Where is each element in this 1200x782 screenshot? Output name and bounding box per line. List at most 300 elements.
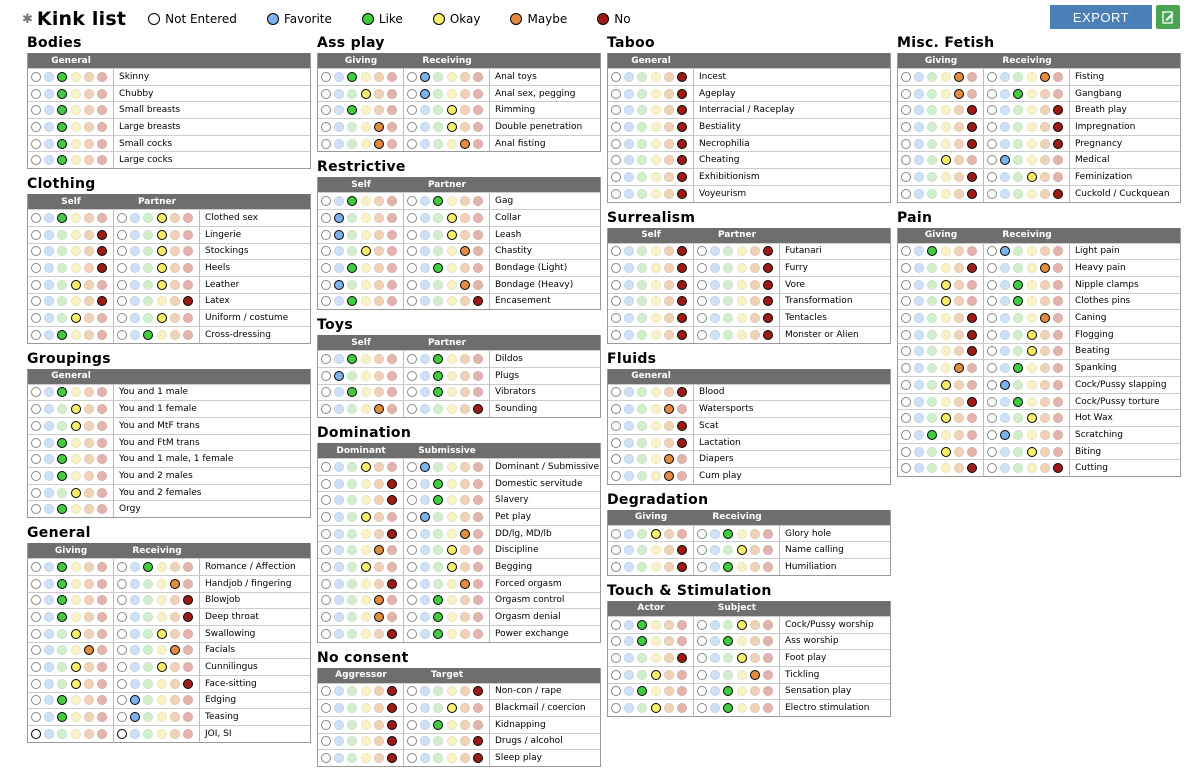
choice-circle[interactable] xyxy=(987,447,997,457)
choice-circle[interactable] xyxy=(347,512,357,522)
choice-circle[interactable] xyxy=(1027,346,1037,356)
choice-circle[interactable] xyxy=(664,545,674,555)
choice-circle[interactable] xyxy=(651,670,661,680)
choice-circle[interactable] xyxy=(473,296,483,306)
choice-circle[interactable] xyxy=(941,155,951,165)
choice-circle[interactable] xyxy=(157,230,167,240)
choice-circle[interactable] xyxy=(637,545,647,555)
choice-circle[interactable] xyxy=(387,105,397,115)
choice-circle[interactable] xyxy=(1000,346,1010,356)
choice-circle[interactable] xyxy=(347,703,357,713)
choice-circle[interactable] xyxy=(170,729,180,739)
choice-circle[interactable] xyxy=(954,430,964,440)
choice-circle[interactable] xyxy=(460,139,470,149)
choice-circle[interactable] xyxy=(1040,413,1050,423)
choice-circle[interactable] xyxy=(130,296,140,306)
choice-circle[interactable] xyxy=(637,280,647,290)
choice-circle[interactable] xyxy=(117,645,127,655)
choice-circle[interactable] xyxy=(941,463,951,473)
choice-circle[interactable] xyxy=(433,495,443,505)
choice-circle[interactable] xyxy=(407,512,417,522)
choice-circle[interactable] xyxy=(183,280,193,290)
choice-circle[interactable] xyxy=(347,354,357,364)
choice-circle[interactable] xyxy=(170,695,180,705)
choice-circle[interactable] xyxy=(1000,313,1010,323)
choice-circle[interactable] xyxy=(1053,172,1063,182)
choice-circle[interactable] xyxy=(723,686,733,696)
choice-circle[interactable] xyxy=(637,454,647,464)
choice-circle[interactable] xyxy=(97,488,107,498)
choice-circle[interactable] xyxy=(624,330,634,340)
choice-circle[interactable] xyxy=(44,438,54,448)
choice-circle[interactable] xyxy=(31,330,41,340)
choice-circle[interactable] xyxy=(387,122,397,132)
choice-circle[interactable] xyxy=(321,89,331,99)
choice-circle[interactable] xyxy=(44,662,54,672)
choice-circle[interactable] xyxy=(473,263,483,273)
choice-circle[interactable] xyxy=(710,686,720,696)
choice-circle[interactable] xyxy=(334,736,344,746)
choice-circle[interactable] xyxy=(1027,246,1037,256)
choice-circle[interactable] xyxy=(624,296,634,306)
choice-circle[interactable] xyxy=(374,354,384,364)
choice-circle[interactable] xyxy=(941,380,951,390)
choice-circle[interactable] xyxy=(374,139,384,149)
choice-circle[interactable] xyxy=(987,430,997,440)
choice-circle[interactable] xyxy=(334,529,344,539)
choice-circle[interactable] xyxy=(624,280,634,290)
choice-circle[interactable] xyxy=(737,670,747,680)
choice-circle[interactable] xyxy=(334,213,344,223)
choice-circle[interactable] xyxy=(143,246,153,256)
choice-circle[interactable] xyxy=(57,562,67,572)
choice-circle[interactable] xyxy=(407,246,417,256)
choice-circle[interactable] xyxy=(710,313,720,323)
choice-circle[interactable] xyxy=(651,105,661,115)
choice-circle[interactable] xyxy=(1000,89,1010,99)
choice-circle[interactable] xyxy=(624,562,634,572)
choice-circle[interactable] xyxy=(387,371,397,381)
choice-circle[interactable] xyxy=(1027,139,1037,149)
choice-circle[interactable] xyxy=(664,686,674,696)
choice-circle[interactable] xyxy=(1013,280,1023,290)
choice-circle[interactable] xyxy=(954,122,964,132)
choice-circle[interactable] xyxy=(954,380,964,390)
choice-circle[interactable] xyxy=(460,122,470,132)
choice-circle[interactable] xyxy=(967,380,977,390)
choice-circle[interactable] xyxy=(967,463,977,473)
choice-circle[interactable] xyxy=(31,712,41,722)
choice-circle[interactable] xyxy=(723,296,733,306)
choice-circle[interactable] xyxy=(664,636,674,646)
choice-circle[interactable] xyxy=(71,421,81,431)
choice-circle[interactable] xyxy=(901,280,911,290)
choice-circle[interactable] xyxy=(750,670,760,680)
choice-circle[interactable] xyxy=(1000,246,1010,256)
choice-circle[interactable] xyxy=(97,629,107,639)
choice-circle[interactable] xyxy=(637,105,647,115)
choice-circle[interactable] xyxy=(447,263,457,273)
choice-circle[interactable] xyxy=(987,172,997,182)
choice-circle[interactable] xyxy=(44,72,54,82)
choice-circle[interactable] xyxy=(407,122,417,132)
choice-circle[interactable] xyxy=(433,280,443,290)
choice-circle[interactable] xyxy=(84,421,94,431)
choice-circle[interactable] xyxy=(420,371,430,381)
choice-circle[interactable] xyxy=(31,246,41,256)
choice-circle[interactable] xyxy=(71,454,81,464)
choice-circle[interactable] xyxy=(117,712,127,722)
choice-circle[interactable] xyxy=(624,263,634,273)
choice-circle[interactable] xyxy=(374,371,384,381)
choice-circle[interactable] xyxy=(84,454,94,464)
choice-circle[interactable] xyxy=(347,387,357,397)
choice-circle[interactable] xyxy=(987,397,997,407)
choice-circle[interactable] xyxy=(334,246,344,256)
choice-circle[interactable] xyxy=(1027,105,1037,115)
choice-circle[interactable] xyxy=(987,413,997,423)
choice-circle[interactable] xyxy=(321,612,331,622)
choice-circle[interactable] xyxy=(321,479,331,489)
choice-circle[interactable] xyxy=(473,562,483,572)
choice-circle[interactable] xyxy=(914,430,924,440)
choice-circle[interactable] xyxy=(117,263,127,273)
choice-circle[interactable] xyxy=(57,122,67,132)
choice-circle[interactable] xyxy=(97,662,107,672)
choice-circle[interactable] xyxy=(433,462,443,472)
choice-circle[interactable] xyxy=(987,89,997,99)
choice-circle[interactable] xyxy=(927,413,937,423)
choice-circle[interactable] xyxy=(334,89,344,99)
choice-circle[interactable] xyxy=(941,89,951,99)
choice-circle[interactable] xyxy=(361,213,371,223)
choice-circle[interactable] xyxy=(374,629,384,639)
choice-circle[interactable] xyxy=(97,280,107,290)
choice-circle[interactable] xyxy=(347,545,357,555)
choice-circle[interactable] xyxy=(347,280,357,290)
choice-circle[interactable] xyxy=(651,246,661,256)
choice-circle[interactable] xyxy=(460,479,470,489)
choice-circle[interactable] xyxy=(941,246,951,256)
choice-circle[interactable] xyxy=(97,454,107,464)
choice-circle[interactable] xyxy=(460,495,470,505)
choice-circle[interactable] xyxy=(31,645,41,655)
choice-circle[interactable] xyxy=(183,263,193,273)
choice-circle[interactable] xyxy=(460,230,470,240)
choice-circle[interactable] xyxy=(157,213,167,223)
choice-circle[interactable] xyxy=(967,72,977,82)
choice-circle[interactable] xyxy=(57,280,67,290)
choice-circle[interactable] xyxy=(361,280,371,290)
choice-circle[interactable] xyxy=(31,612,41,622)
choice-circle[interactable] xyxy=(750,636,760,646)
choice-circle[interactable] xyxy=(611,670,621,680)
choice-circle[interactable] xyxy=(361,736,371,746)
choice-circle[interactable] xyxy=(763,313,773,323)
choice-circle[interactable] xyxy=(374,296,384,306)
choice-circle[interactable] xyxy=(157,695,167,705)
choice-circle[interactable] xyxy=(723,263,733,273)
choice-circle[interactable] xyxy=(1027,397,1037,407)
choice-circle[interactable] xyxy=(347,753,357,763)
choice-circle[interactable] xyxy=(130,729,140,739)
choice-circle[interactable] xyxy=(611,89,621,99)
choice-circle[interactable] xyxy=(697,263,707,273)
choice-circle[interactable] xyxy=(664,670,674,680)
choice-circle[interactable] xyxy=(611,155,621,165)
choice-circle[interactable] xyxy=(143,313,153,323)
choice-circle[interactable] xyxy=(1013,263,1023,273)
choice-circle[interactable] xyxy=(737,653,747,663)
choice-circle[interactable] xyxy=(914,296,924,306)
choice-circle[interactable] xyxy=(374,196,384,206)
choice-circle[interactable] xyxy=(183,595,193,605)
choice-circle[interactable] xyxy=(84,729,94,739)
choice-circle[interactable] xyxy=(1000,280,1010,290)
choice-circle[interactable] xyxy=(44,488,54,498)
choice-circle[interactable] xyxy=(664,172,674,182)
choice-circle[interactable] xyxy=(44,595,54,605)
choice-circle[interactable] xyxy=(143,330,153,340)
choice-circle[interactable] xyxy=(143,645,153,655)
choice-circle[interactable] xyxy=(1013,447,1023,457)
choice-circle[interactable] xyxy=(954,330,964,340)
choice-circle[interactable] xyxy=(763,529,773,539)
choice-circle[interactable] xyxy=(84,695,94,705)
choice-circle[interactable] xyxy=(914,313,924,323)
choice-circle[interactable] xyxy=(954,263,964,273)
choice-circle[interactable] xyxy=(697,670,707,680)
choice-circle[interactable] xyxy=(117,246,127,256)
choice-circle[interactable] xyxy=(334,720,344,730)
choice-circle[interactable] xyxy=(407,105,417,115)
choice-circle[interactable] xyxy=(460,753,470,763)
choice-circle[interactable] xyxy=(750,562,760,572)
choice-circle[interactable] xyxy=(901,139,911,149)
choice-circle[interactable] xyxy=(737,686,747,696)
choice-circle[interactable] xyxy=(117,330,127,340)
choice-circle[interactable] xyxy=(987,280,997,290)
choice-circle[interactable] xyxy=(97,387,107,397)
choice-circle[interactable] xyxy=(473,703,483,713)
choice-circle[interactable] xyxy=(460,72,470,82)
choice-circle[interactable] xyxy=(1027,263,1037,273)
choice-circle[interactable] xyxy=(321,462,331,472)
choice-circle[interactable] xyxy=(97,438,107,448)
choice-circle[interactable] xyxy=(901,463,911,473)
choice-circle[interactable] xyxy=(420,545,430,555)
choice-circle[interactable] xyxy=(1013,172,1023,182)
choice-circle[interactable] xyxy=(420,246,430,256)
choice-circle[interactable] xyxy=(170,230,180,240)
choice-circle[interactable] xyxy=(697,686,707,696)
choice-circle[interactable] xyxy=(170,330,180,340)
choice-circle[interactable] xyxy=(347,263,357,273)
choice-circle[interactable] xyxy=(750,529,760,539)
choice-circle[interactable] xyxy=(460,213,470,223)
choice-circle[interactable] xyxy=(710,703,720,713)
choice-circle[interactable] xyxy=(473,753,483,763)
choice-circle[interactable] xyxy=(71,139,81,149)
choice-circle[interactable] xyxy=(987,72,997,82)
choice-circle[interactable] xyxy=(914,397,924,407)
choice-circle[interactable] xyxy=(637,703,647,713)
choice-circle[interactable] xyxy=(987,330,997,340)
choice-circle[interactable] xyxy=(117,662,127,672)
choice-circle[interactable] xyxy=(334,686,344,696)
choice-circle[interactable] xyxy=(361,562,371,572)
choice-circle[interactable] xyxy=(651,471,661,481)
choice-circle[interactable] xyxy=(117,579,127,589)
choice-circle[interactable] xyxy=(1013,430,1023,440)
choice-circle[interactable] xyxy=(97,595,107,605)
choice-circle[interactable] xyxy=(420,562,430,572)
choice-circle[interactable] xyxy=(407,595,417,605)
choice-circle[interactable] xyxy=(1013,463,1023,473)
choice-circle[interactable] xyxy=(447,105,457,115)
choice-circle[interactable] xyxy=(321,196,331,206)
choice-circle[interactable] xyxy=(97,471,107,481)
choice-circle[interactable] xyxy=(157,645,167,655)
choice-circle[interactable] xyxy=(57,729,67,739)
choice-circle[interactable] xyxy=(1040,463,1050,473)
choice-circle[interactable] xyxy=(611,421,621,431)
choice-circle[interactable] xyxy=(44,263,54,273)
choice-circle[interactable] xyxy=(347,479,357,489)
choice-circle[interactable] xyxy=(407,89,417,99)
choice-circle[interactable] xyxy=(954,363,964,373)
choice-circle[interactable] xyxy=(927,330,937,340)
choice-circle[interactable] xyxy=(651,122,661,132)
choice-circle[interactable] xyxy=(183,679,193,689)
choice-circle[interactable] xyxy=(71,504,81,514)
choice-circle[interactable] xyxy=(387,354,397,364)
choice-circle[interactable] xyxy=(941,172,951,182)
choice-circle[interactable] xyxy=(420,529,430,539)
choice-circle[interactable] xyxy=(473,139,483,149)
choice-circle[interactable] xyxy=(57,404,67,414)
choice-circle[interactable] xyxy=(914,172,924,182)
choice-circle[interactable] xyxy=(664,653,674,663)
choice-circle[interactable] xyxy=(433,122,443,132)
choice-circle[interactable] xyxy=(157,330,167,340)
choice-circle[interactable] xyxy=(637,636,647,646)
choice-circle[interactable] xyxy=(901,122,911,132)
choice-circle[interactable] xyxy=(1053,280,1063,290)
choice-circle[interactable] xyxy=(420,213,430,223)
choice-circle[interactable] xyxy=(473,595,483,605)
choice-circle[interactable] xyxy=(334,122,344,132)
choice-circle[interactable] xyxy=(420,404,430,414)
choice-circle[interactable] xyxy=(374,246,384,256)
choice-circle[interactable] xyxy=(460,263,470,273)
choice-circle[interactable] xyxy=(143,263,153,273)
choice-circle[interactable] xyxy=(347,122,357,132)
choice-circle[interactable] xyxy=(387,139,397,149)
choice-circle[interactable] xyxy=(374,512,384,522)
choice-circle[interactable] xyxy=(941,313,951,323)
choice-circle[interactable] xyxy=(57,595,67,605)
choice-circle[interactable] xyxy=(387,736,397,746)
choice-circle[interactable] xyxy=(901,447,911,457)
choice-circle[interactable] xyxy=(460,579,470,589)
choice-circle[interactable] xyxy=(473,545,483,555)
choice-circle[interactable] xyxy=(71,662,81,672)
choice-circle[interactable] xyxy=(624,636,634,646)
choice-circle[interactable] xyxy=(334,387,344,397)
choice-circle[interactable] xyxy=(334,404,344,414)
choice-circle[interactable] xyxy=(624,438,634,448)
choice-circle[interactable] xyxy=(170,595,180,605)
choice-circle[interactable] xyxy=(941,105,951,115)
choice-circle[interactable] xyxy=(407,213,417,223)
choice-circle[interactable] xyxy=(433,579,443,589)
choice-circle[interactable] xyxy=(677,404,687,414)
choice-circle[interactable] xyxy=(433,404,443,414)
choice-circle[interactable] xyxy=(387,686,397,696)
choice-circle[interactable] xyxy=(901,89,911,99)
choice-circle[interactable] xyxy=(460,354,470,364)
choice-circle[interactable] xyxy=(1000,363,1010,373)
choice-circle[interactable] xyxy=(1053,463,1063,473)
choice-circle[interactable] xyxy=(97,404,107,414)
choice-circle[interactable] xyxy=(710,529,720,539)
choice-circle[interactable] xyxy=(697,620,707,630)
choice-circle[interactable] xyxy=(611,72,621,82)
choice-circle[interactable] xyxy=(664,421,674,431)
choice-circle[interactable] xyxy=(1013,72,1023,82)
choice-circle[interactable] xyxy=(1053,155,1063,165)
choice-circle[interactable] xyxy=(967,280,977,290)
choice-circle[interactable] xyxy=(143,595,153,605)
choice-circle[interactable] xyxy=(447,512,457,522)
choice-circle[interactable] xyxy=(420,579,430,589)
choice-circle[interactable] xyxy=(473,230,483,240)
choice-circle[interactable] xyxy=(1027,72,1037,82)
choice-circle[interactable] xyxy=(361,545,371,555)
choice-circle[interactable] xyxy=(460,296,470,306)
choice-circle[interactable] xyxy=(1027,122,1037,132)
choice-circle[interactable] xyxy=(447,371,457,381)
choice-circle[interactable] xyxy=(987,263,997,273)
choice-circle[interactable] xyxy=(44,579,54,589)
choice-circle[interactable] xyxy=(473,529,483,539)
choice-circle[interactable] xyxy=(170,579,180,589)
choice-circle[interactable] xyxy=(420,629,430,639)
choice-circle[interactable] xyxy=(374,72,384,82)
choice-circle[interactable] xyxy=(97,263,107,273)
choice-circle[interactable] xyxy=(387,545,397,555)
choice-circle[interactable] xyxy=(157,579,167,589)
choice-circle[interactable] xyxy=(183,313,193,323)
choice-circle[interactable] xyxy=(31,404,41,414)
choice-circle[interactable] xyxy=(737,263,747,273)
choice-circle[interactable] xyxy=(407,703,417,713)
choice-circle[interactable] xyxy=(624,421,634,431)
choice-circle[interactable] xyxy=(447,686,457,696)
choice-circle[interactable] xyxy=(987,105,997,115)
choice-circle[interactable] xyxy=(954,246,964,256)
choice-circle[interactable] xyxy=(624,703,634,713)
choice-circle[interactable] xyxy=(914,189,924,199)
choice-circle[interactable] xyxy=(1053,89,1063,99)
choice-circle[interactable] xyxy=(447,703,457,713)
choice-circle[interactable] xyxy=(374,89,384,99)
choice-circle[interactable] xyxy=(473,462,483,472)
choice-circle[interactable] xyxy=(130,579,140,589)
choice-circle[interactable] xyxy=(651,686,661,696)
choice-circle[interactable] xyxy=(941,430,951,440)
